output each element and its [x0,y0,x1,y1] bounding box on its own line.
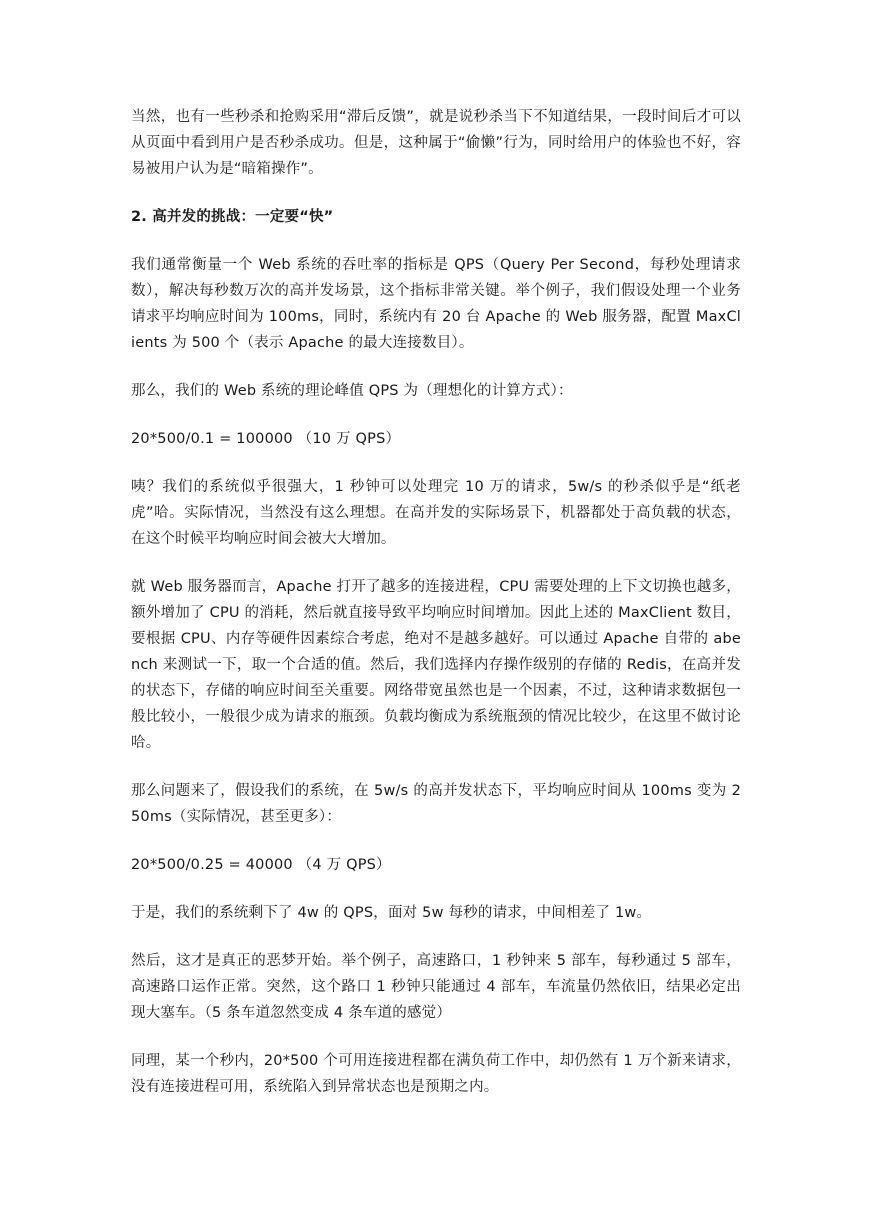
formula-degraded-qps: 20*500/0.25 = 40000 （4 万 QPS） [131,857,391,873]
paragraph-feedback-delay: 当然，也有一些秒杀和抢购采用“滞后反馈”，就是说秒杀当下不知道结果，一段时间后才可以从页面中看到用户是否秒杀成功。但是，这种属于“偷懒”行为，同时给用户的体验也不好，容易被用户认为是“暗箱操作”。 [131,109,741,177]
section-heading: 2. 高并发的挑战：一定要“快” [131,209,334,225]
paragraph-peak-qps-intro: 那么，我们的 Web 系统的理论峰值 QPS 为（理想化的计算方式）： [131,383,573,399]
paragraph-web-server: 就 Web 服务器而言，Apache 打开了越多的连接进程，CPU 需要处理的上下文切换也越多，额外增加了 CPU 的消耗，然后就直接导致平均响应时间增加。因此上述的 MaxClient 数目，要根据 CPU、内存等硬件因素综合考虑，绝对不是越多越好。可以通过 Apache 自带的 abench 来测试一下，取一个合适的值。然后，我们选择内存操作级别的存储的 Redis，在高并发的状态下，存储的响应时间至关重要。网络带宽虽然也是一个因素，不过，这种请求数据包一般比较小，一般很少成为请求的瓶颈。负载均衡成为系统瓶颈的情况比较少，在这里不做讨论哈。 [131,579,741,751]
paragraph-remaining-qps: 于是，我们的系统剩下了 4w 的 QPS，面对 5w 每秒的请求，中间相差了 1w。 [131,905,652,921]
paragraph-paper-tiger: 咦？我们的系统似乎很强大，1 秒钟可以处理完 10 万的请求，5w/s 的秒杀似乎是“纸老虎”哈。实际情况，当然没有这么理想。在高并发的实际场景下，机器都处于高负载的状态，在这个时候平均响应时间会被大大增加。 [131,479,741,547]
formula-peak-qps: 20*500/0.1 = 100000 （10 万 QPS） [131,431,401,447]
document-page [131,104,741,1122]
paragraph-conclusion: 同理，某一个秒内，20*500 个可用连接进程都在满负荷工作中，却仍然有 1 万个新来请求，没有连接进程可用，系统陷入到异常状态也是预期之内。 [131,1053,741,1095]
paragraph-qps-definition: 我们通常衡量一个 Web 系统的吞吐率的指标是 QPS（Query Per Second，每秒处理请求数），解决每秒数万次的高并发场景，这个指标非常关键。举个例子，我们假设处理一个业务请求平均响应时间为 100ms，同时，系统内有 20 台 Apache 的 Web 服务器，配置 MaxClients 为 500 个（表示 Apache 的最大连接数目）。 [131,257,741,351]
paragraph-highway-analogy: 然后，这才是真正的恶梦开始。举个例子，高速路口，1 秒钟来 5 部车，每秒通过 5 部车，高速路口运作正常。突然，这个路口 1 秒钟只能通过 4 部车，车流量仍然依旧，结果必定出现大塞车。（5 条车道忽然变成 4 条车道的感觉） [131,953,741,1021]
paragraph-problem: 那么问题来了，假设我们的系统，在 5w/s 的高并发状态下，平均响应时间从 100ms 变为 250ms（实际情况，甚至更多）： [131,783,741,825]
